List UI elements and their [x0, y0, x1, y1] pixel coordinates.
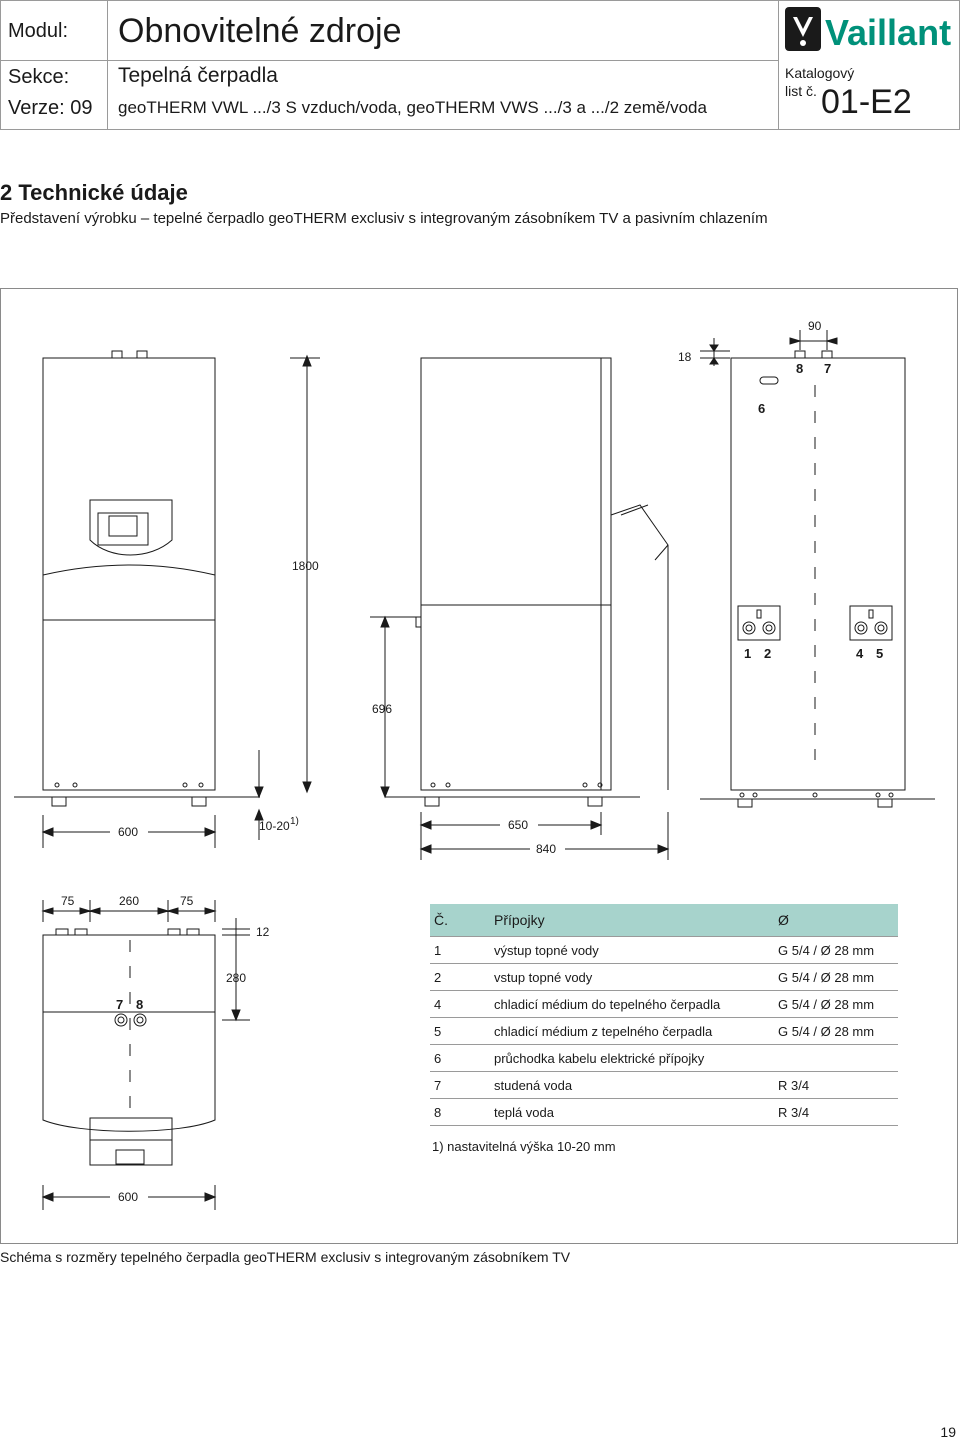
table-cell: R 3/4	[774, 1099, 898, 1126]
table-cell: chladicí médium do tepelného čerpadla	[490, 991, 774, 1018]
dim-696-label: 696	[372, 702, 393, 716]
dim-600-top-label: 600	[118, 1190, 139, 1204]
dim-1800-label: 1800	[292, 559, 319, 573]
conn-1-label: 1	[744, 646, 752, 661]
table-cell: teplá voda	[490, 1099, 774, 1126]
sekce-label: Sekce:	[8, 66, 70, 88]
table-row	[430, 937, 898, 964]
dim-10-20-label: 10-20	[259, 819, 290, 833]
rear-view	[700, 351, 935, 807]
table-row	[430, 964, 898, 991]
table-header-no: Č.	[430, 904, 490, 937]
brand-wordmark: Vaillant	[825, 12, 952, 53]
sekce-value: Tepelná čerpadla	[118, 64, 278, 87]
catalog-label-2: list č.	[785, 83, 817, 99]
table-cell: 2	[430, 964, 490, 991]
dim-280-label: 280	[226, 971, 247, 985]
table-footnote: 1) nastavitelná výška 10-20 mm	[432, 1139, 616, 1154]
conn-7-label: 7	[824, 361, 832, 376]
table-cell: G 5/4 / Ø 28 mm	[774, 1018, 898, 1045]
dim-90-label: 90	[808, 319, 822, 333]
table-header-connection: Přípojky	[490, 904, 774, 937]
table-cell: 6	[430, 1045, 490, 1072]
catalog-label-1: Katalogový	[785, 65, 855, 81]
page-number: 19	[940, 1424, 956, 1440]
modul-value: Obnovitelné zdroje	[118, 12, 402, 50]
dim-10-20-footnote: 1)	[290, 816, 299, 827]
dim-260-label: 260	[119, 894, 140, 908]
top-conn-8-label: 8	[136, 997, 144, 1012]
table-header-row	[430, 904, 898, 937]
modul-label: Modul:	[8, 20, 69, 42]
verze-value: geoTHERM VWL .../3 S vzduch/voda, geoTHERM VWS .../3 a .../2 země/voda	[118, 98, 707, 117]
side-view	[385, 358, 668, 806]
dim-600-front-label: 600	[118, 825, 139, 839]
figure-caption: Schéma s rozměry tepelného čerpadla geoTHERM exclusiv s integrovaným zásobníkem TV	[0, 1249, 571, 1265]
dim-75-right-label: 75	[180, 894, 194, 908]
table-cell: R 3/4	[774, 1072, 898, 1099]
front-view	[14, 351, 260, 806]
table-cell: G 5/4 / Ø 28 mm	[774, 991, 898, 1018]
dim-75-left-label: 75	[61, 894, 75, 908]
verze-label: Verze: 09	[8, 97, 93, 119]
dim-840-label: 840	[536, 842, 557, 856]
top-view	[43, 929, 215, 1165]
table-cell: studená voda	[490, 1072, 774, 1099]
table-cell: výstup topné vody	[490, 937, 774, 964]
section-subtitle: Představení výrobku – tepelné čerpadlo geoTHERM exclusiv s integrovaným zásobníkem TV a pasivním chlazením	[0, 210, 768, 227]
table-cell	[774, 1045, 898, 1072]
table-cell: 7	[430, 1072, 490, 1099]
table-header-diameter: Ø	[774, 904, 898, 937]
section-title: 2 Technické údaje	[0, 180, 188, 205]
table-row	[430, 991, 898, 1018]
table-cell: 1	[430, 937, 490, 964]
table-row	[430, 1018, 898, 1045]
dim-650-label: 650	[508, 818, 529, 832]
top-conn-7-label: 7	[116, 997, 124, 1012]
conn-6-label: 6	[758, 401, 766, 416]
catalog-number: 01-E2	[821, 83, 912, 121]
table-row	[430, 1045, 898, 1072]
conn-5-label: 5	[876, 646, 884, 661]
table-cell: 5	[430, 1018, 490, 1045]
table-cell: chladicí médium z tepelného čerpadla	[490, 1018, 774, 1045]
connections-table	[430, 904, 898, 1126]
dim-12-label: 12	[256, 925, 270, 939]
table-cell: vstup topné vody	[490, 964, 774, 991]
table-cell: G 5/4 / Ø 28 mm	[774, 937, 898, 964]
table-cell: G 5/4 / Ø 28 mm	[774, 964, 898, 991]
conn-4-label: 4	[856, 646, 864, 661]
conn-8-label: 8	[796, 361, 804, 376]
table-row	[430, 1072, 898, 1099]
dim-18-label: 18	[678, 350, 692, 364]
table-cell: 8	[430, 1099, 490, 1126]
table-row	[430, 1099, 898, 1126]
table-cell: 4	[430, 991, 490, 1018]
table-cell: průchodka kabelu elektrické přípojky	[490, 1045, 774, 1072]
conn-2-label: 2	[764, 646, 772, 661]
